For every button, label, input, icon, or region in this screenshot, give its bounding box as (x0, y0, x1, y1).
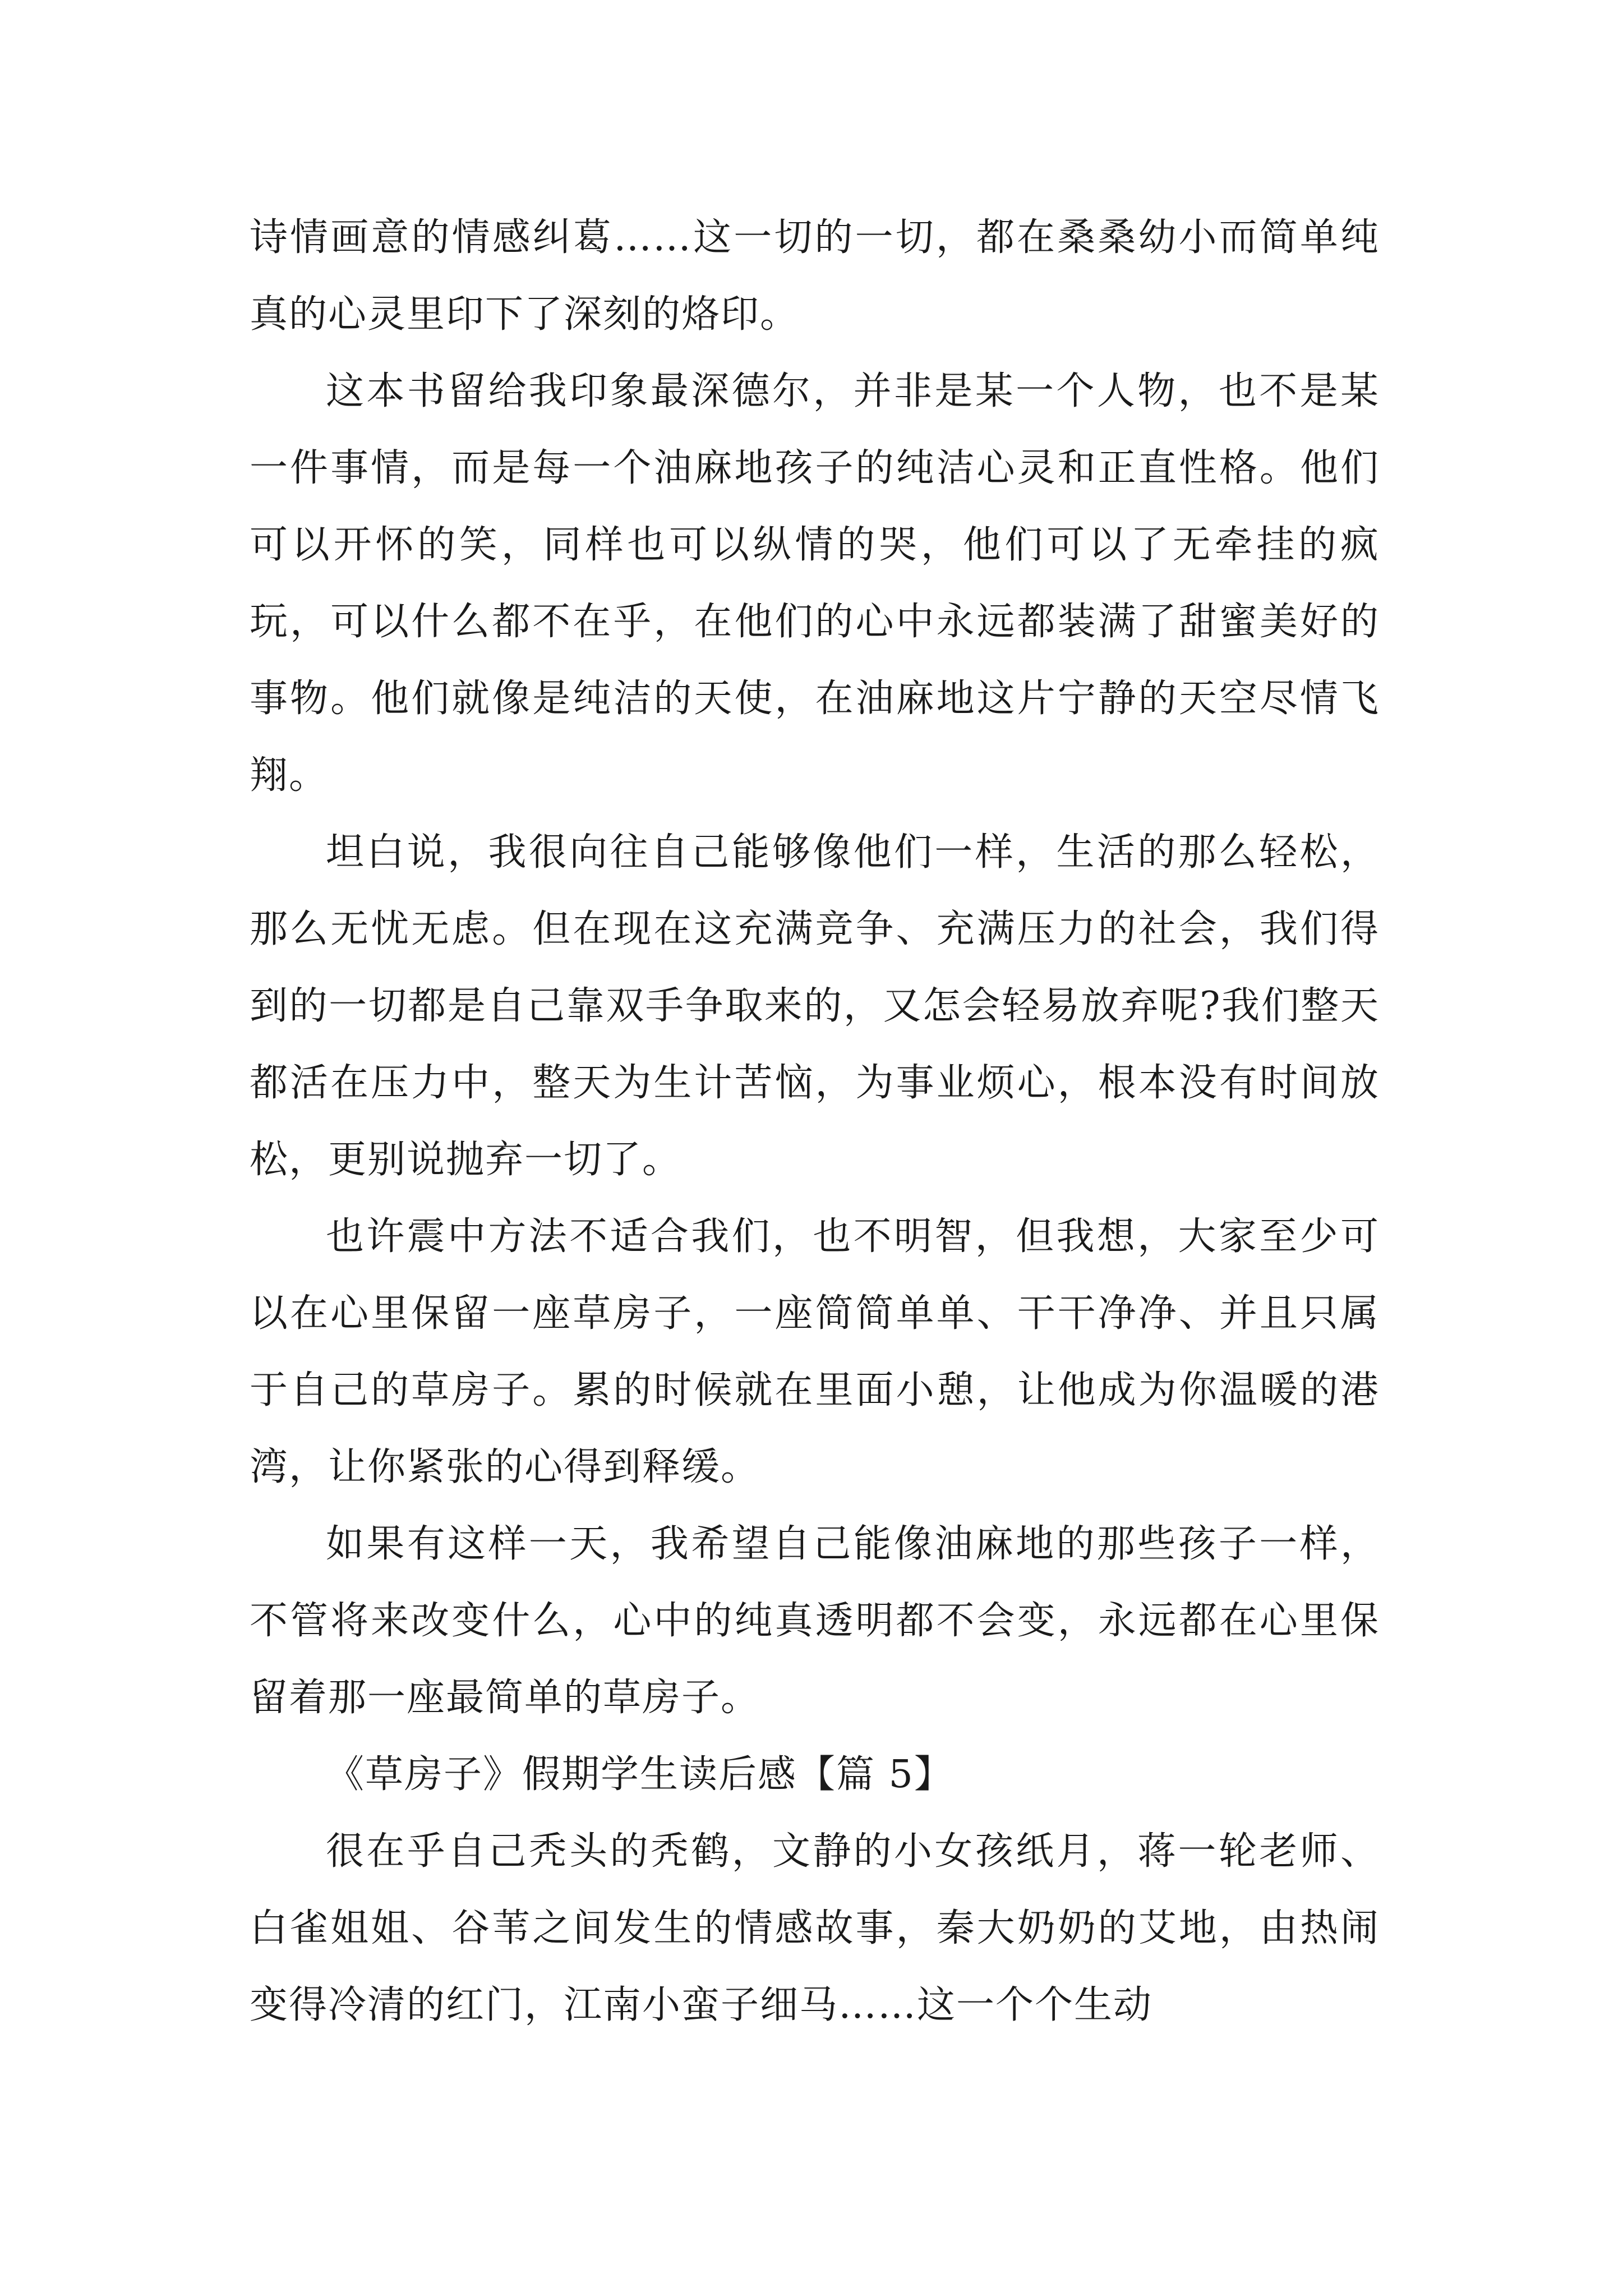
paragraph-if: 如果有这样一天，我希望自己能像油麻地的那些孩子一样，不管将来改变什么，心中的纯真透明都不会变，永远都在心里保留着那一座最简单的草房子。 (250, 1522, 1380, 1720)
paragraph-maybe: 也许震中方法不适合我们，也不明智，但我想，大家至少可以在心里保留一座草房子，一座简简单单、干干净净、并且只属于自己的草房子。累的时候就在里面小憩，让他成为你温暖的港湾，让你紧张的心得到释缓。 (250, 1214, 1380, 1489)
paragraph-impression: 这本书留给我印象最深德尔，并非是某一个人物，也不是某一件事情，而是每一个油麻地孩子的纯洁心灵和正直性格。他们可以开怀的笑，同样也可以纵情的哭，他们可以了无牵挂的疯玩，可以什么都不在乎，在他们的心中永远都装满了甜蜜美好的事物。他们就像是纯洁的天使，在油麻地这片宁静的天空尽情飞翔。 (250, 369, 1380, 798)
section-heading: 《草房子》假期学生读后感【篇 5】 (326, 1752, 953, 1797)
paragraph-honestly: 坦白说，我很向往自己能够像他们一样，生活的那么轻松，那么无忧无虑。但在现在这充满竞争、充满压力的社会，我们得到的一切都是自己靠双手争取来的，又怎会轻易放弃呢?我们整天都活在压力中，整天为生计苦恼，为事业烦心，根本没有时间放松，更别说抛弃一切了。 (250, 830, 1380, 1182)
paragraph-characters: 很在乎自己秃头的秃鹤，文静的小女孩纸月，蒋一轮老师、白雀姐姐、谷苇之间发生的情感故事，秦大奶奶的艾地，由热闹变得冷清的红门，江南小蛮子细马……这一个个生动 (250, 1829, 1380, 2027)
paragraph-continuation: 诗情画意的情感纠葛……这一切的一切，都在桑桑幼小而简单纯真的心灵里印下了深刻的烙印。 (250, 215, 1380, 337)
document-body (250, 199, 1380, 2044)
